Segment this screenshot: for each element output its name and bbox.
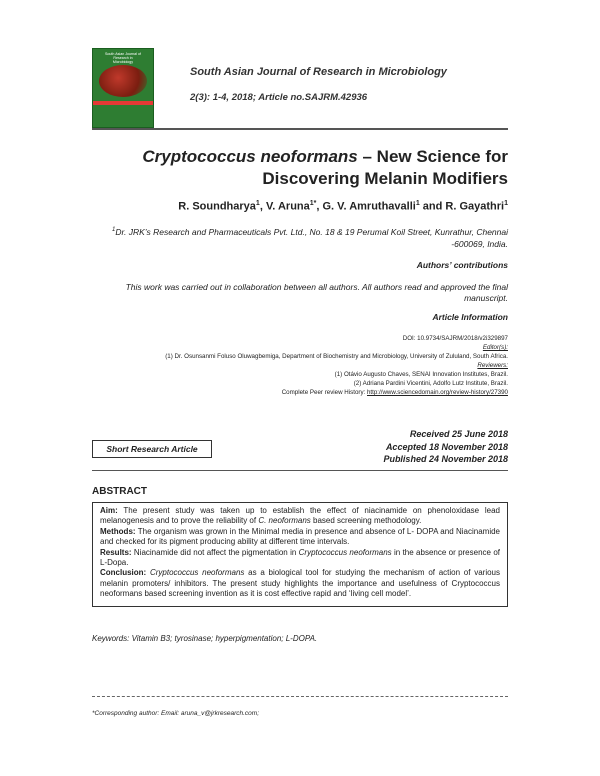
affiliation-sup: 1 <box>112 227 116 233</box>
affiliation <box>88 224 508 250</box>
corresponding-author-footnote: *Corresponding author: Email: aruna_v@jrkresearch.com; <box>92 710 260 717</box>
footnote-divider <box>92 696 508 697</box>
conclusion-text: as a biological tool for studying the mechanism of action of various melanin promoters/ inhibitors. The present study highlights the importance and usefulness of Cryptococcus neoformans based screening invention as it is cost effective rapid and ‘living cell model’. <box>100 568 501 599</box>
aim-text: The present study was taken up to establish the effect of niacinamide on phenoloxidase lead melanogenesis and to prove the reliability of <box>100 506 500 526</box>
author-sup: 1 <box>255 200 260 207</box>
reviewers-label-text: Reviewers: <box>477 362 508 369</box>
author-name: V. Aruna <box>265 200 310 213</box>
cover-title-line: Microbiology <box>112 60 134 65</box>
results-text-end: in the absence or presence of L-Dopa. <box>100 547 500 568</box>
methods-label: Methods: <box>100 526 136 536</box>
author-sup: 1* <box>309 200 317 207</box>
contributions-text: This work was carried out in collaboration between all authors. All authors read and approved the final manuscript. <box>125 282 508 303</box>
author-sup: 1 <box>415 200 420 207</box>
aim-species: C. neoformans <box>258 516 311 526</box>
results-species: Cryptococcus neoformans <box>298 547 392 557</box>
article-title <box>108 146 508 190</box>
title-rest: – New Science for Discovering Melanin Modifiers <box>262 147 508 188</box>
editor-entry: (1) Dr. Osunsanmi Foluso Oluwagbemiga, Department of Biochemistry and Microbiology, University of Zululand, South Africa. <box>165 353 508 360</box>
results-text: Niacinamide did not affect the pigmentation in <box>131 547 299 557</box>
aim-text-end: based screening methodology. <box>310 516 422 526</box>
results-label: Results: <box>100 547 132 557</box>
cover-title-line: Research in <box>113 56 133 61</box>
reviewer-entry: (1) Otávio Augusto Chaves, SENAI Innovation Institutes, Brazil. <box>334 371 508 378</box>
abstract-results <box>100 548 500 569</box>
author-sup: 1 <box>504 200 508 207</box>
editors-label <box>483 343 508 352</box>
author-name: R. Gayathri <box>445 200 505 213</box>
author-list: R. Soundharya$^1$, V. Aruna$^{1*}$, G. V. Amruthavalli$^1$ and R. Gayathri$^1$ <box>178 200 508 213</box>
peer-review-history <box>282 388 508 397</box>
abstract-aim <box>100 506 500 527</box>
header-divider <box>92 128 508 130</box>
aim-label: Aim: <box>100 506 118 515</box>
reviewers-label <box>477 361 508 370</box>
section-divider <box>92 470 508 471</box>
cover-title-line: South Asian Journal of <box>105 52 141 56</box>
accepted-date: Accepted 18 November 2018 <box>385 441 508 452</box>
abstract-box <box>92 502 508 607</box>
affiliation-text: Dr. JRK’s Research and Pharmaceuticals Pvt. Ltd., No. 18 & 19 Perumal Koil Street, Kunrathur, Chennai -600069, India. <box>115 226 508 249</box>
cover-title <box>93 52 153 65</box>
conclusion-label: Conclusion: <box>100 568 147 578</box>
article-type-badge: Short Research Article <box>92 440 212 458</box>
abstract-methods <box>100 527 500 548</box>
peer-review-link[interactable]: http://www.sciencedomain.org/review-history/27390 <box>366 389 508 396</box>
journal-cover-image <box>92 48 154 128</box>
author-name: R. Soundharya <box>178 200 256 213</box>
issue-info: 2(3): 1-4, 2018; Article no.SAJRM.42936 <box>190 92 368 103</box>
peer-review-label: Complete Peer review History: <box>281 389 367 396</box>
author-name: G. V. Amruthavalli <box>322 200 416 213</box>
methods-text: The organism was grown in the Minimal media in presence and absence of L- DOPA and Niacinamide and checked for its pigment producing ability at different time intervals. <box>100 526 500 547</box>
cover-artwork <box>99 65 147 97</box>
doi: DOI: 10.9734/SAJRM/2018/v2i329897 <box>402 335 508 342</box>
article-dates <box>383 428 508 466</box>
received-date: Received 25 June 2018 <box>409 429 508 439</box>
contributions-heading: Authors’ contributions <box>416 260 508 270</box>
reviewer-entry: (2) Adriana Pardini Vicentini, Adolfo Lutz Institute, Brazil. <box>353 380 508 387</box>
article-info-heading: Article Information <box>432 312 508 322</box>
cover-stripe <box>93 101 153 105</box>
abstract-conclusion <box>100 568 500 599</box>
journal-name: South Asian Journal of Research in Microbiology <box>190 66 447 78</box>
abstract-heading: ABSTRACT <box>92 486 147 497</box>
keywords: Keywords: Vitamin B3; tyrosinase; hyperpigmentation; L-DOPA. <box>92 634 318 643</box>
published-date: Published 24 November 2018 <box>383 454 508 464</box>
conclusion-species: Cryptococcus neoformans <box>146 568 245 578</box>
editors-label-text: Editor(s): <box>482 344 508 351</box>
title-species: Cryptococcus neoformans <box>142 147 358 166</box>
